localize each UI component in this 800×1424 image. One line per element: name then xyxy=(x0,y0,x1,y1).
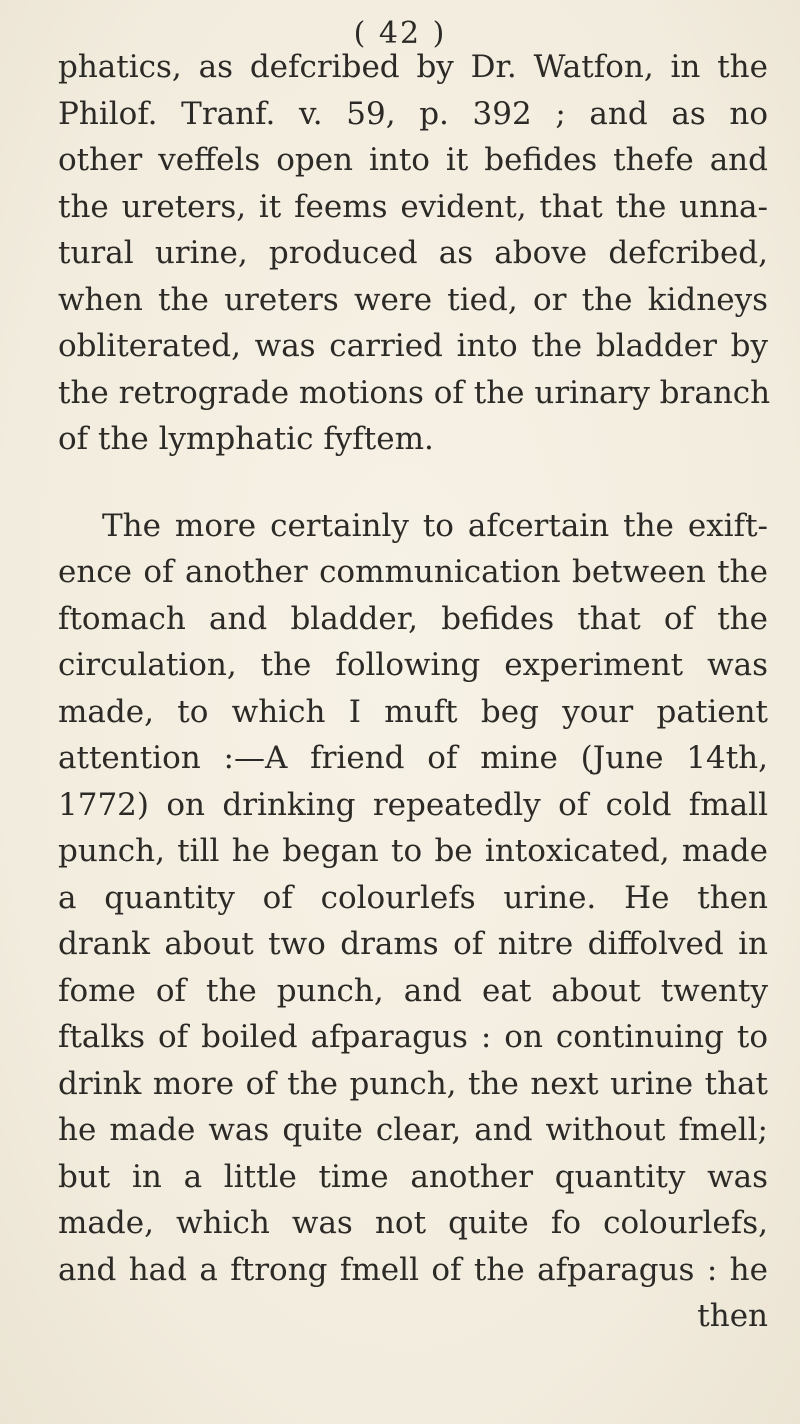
text-line: drink more of the punch, the next urine that xyxy=(58,1065,768,1102)
text-line: he made was quite clear, and without fmell; xyxy=(58,1112,768,1148)
paragraph-break xyxy=(58,463,768,503)
body-text xyxy=(58,44,771,1340)
text-line: other veffels open into it befides thefe and xyxy=(58,142,768,178)
text-line: the ureters, it feems evident, that the unna- xyxy=(58,188,768,225)
text-line: tural urine, produced as above defcribed, xyxy=(58,235,768,271)
text-line: but in a little time another quantity was xyxy=(58,1158,768,1195)
text-line: the retrograde motions of the urinary branch xyxy=(58,374,771,411)
text-line: a quantity of colourlefs urine. He then xyxy=(58,879,768,916)
page-number: ( 42 ) xyxy=(353,16,447,51)
text-line: Philof. Tranf. v. 59, p. 392 ; and as no xyxy=(58,95,768,132)
paragraph-1 xyxy=(58,44,771,463)
text-line: attention :—A friend of mine (June 14th, xyxy=(58,740,768,776)
text-line: obliterated, was carried into the bladder by xyxy=(58,328,768,364)
text-line: of the lymphatic fyftem. xyxy=(58,421,434,457)
text-line: ftalks of boiled afparagus : on continuing to xyxy=(58,1019,768,1055)
paragraph-2 xyxy=(58,503,768,1340)
text-line: circulation, the following experiment was xyxy=(58,647,768,683)
text-line: ftomach and bladder, befides that of the xyxy=(58,600,768,637)
text-line: drank about two drams of nitre diffolved in xyxy=(58,926,768,962)
text-line: when the ureters were tied, or the kidneys xyxy=(58,281,768,318)
text-line: fome of the punch, and eat about twenty xyxy=(58,972,768,1009)
text-line: made, to which I muft beg your patient xyxy=(58,693,768,730)
text-line: The more certainly to afcertain the exift- xyxy=(102,507,768,544)
text-line: ence of another communication between the xyxy=(58,554,768,590)
text-line: and had a ftrong fmell of the afparagus : he xyxy=(58,1251,768,1288)
catchword: then xyxy=(697,1298,768,1334)
text-line: made, which was not quite fo colourlefs, xyxy=(58,1205,768,1241)
text-line: 1772) on drinking repeatedly of cold fmall xyxy=(58,786,768,823)
text-line: phatics, as defcribed by Dr. Watfon, in the xyxy=(58,49,768,85)
text-line: punch, till he began to be intoxicated, made xyxy=(58,833,768,869)
